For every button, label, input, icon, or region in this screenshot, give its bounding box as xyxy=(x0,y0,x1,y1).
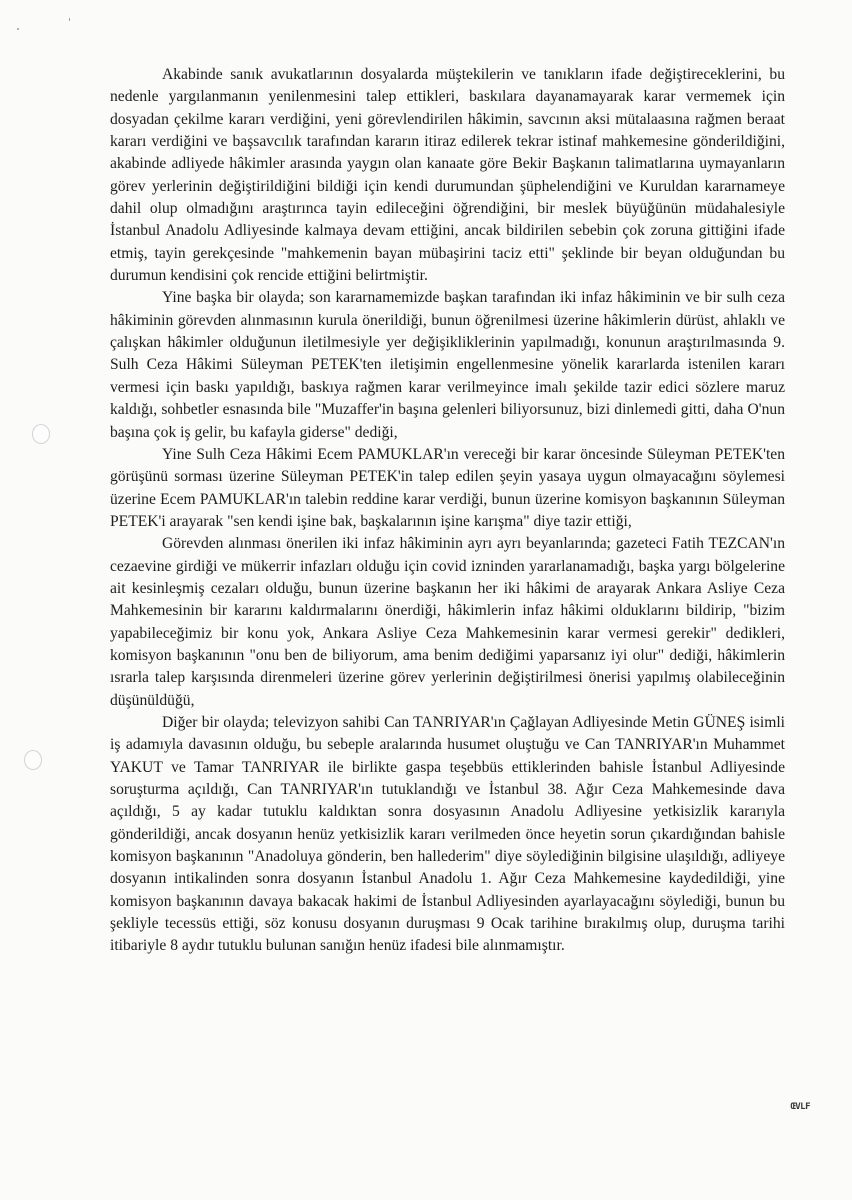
punch-hole xyxy=(24,750,42,770)
paragraph-1: Akabinde sanık avukatlarının dosyalarda müştekilerin ve tanıkların ifade değiştireceklerini, bu nedenle yargılanmanın yenilenmesini talep ettikleri, baskılara dayanamayarak karar vermemek için dosyadan çekilme kararı verdiğini, yeni görevlendirilen hâkimin, savcının aksi mütalaasına rağmen beraat kararı verdiğini ve başsavcılık tarafından kararın itiraz edilerek tekrar istinaf mahkemesine gönderildiğini, akabinde adliyede hâkimler arasında yaygın olan kanaate göre Bekir Başkanın talimatlarına uymayanların görev yerlerinin değiştirildiğini bildiği için kendi durumundan şüphelendiğini ve Kuruldan kararnameye dahil olup olmadığını araştırınca tayin edileceğini öğrendiğini, bir meslek büyüğünün müdahalesiyle İstanbul Anadolu Adliyesinde kalmaya devam ettiğini, ancak bildirilen sebebin çok zoruna gittiğini ifade etmiş, tayin gerekçesinde "mahkemenin bayan mübaşirini taciz etti" şeklinde bir beyan olduğundan bu durumun kendisini çok rencide ettiğini belirtmiştir. xyxy=(110,66,785,285)
paragraph-3: Yine Sulh Ceza Hâkimi Ecem PAMUKLAR'ın vereceği bir karar öncesinde Süleyman PETEK'ten görüşünü sorması üzerine Süleyman PETEK'in talep edilen şeyin yasaya uygun olmayacağını söylemesi üzerine Ecem PAMUKLAR'ın talebin reddine karar verdiği, bunun üzerine komisyon başkanının Süleyman PETEK'i arayarak "sen kendi işine bak, başkalarının işine karışma" diye tazir ettiği, xyxy=(110,445,785,530)
punch-hole xyxy=(32,424,50,444)
paragraph-5: Diğer bir olayda; televizyon sahibi Can TANRIYAR'ın Çağlayan Adliyesinde Metin GÜNEŞ isimli iş adamıyla davasının olduğu, bu sebeple aralarında husumet oluştuğu ve Can TANRIYAR'ın Muhammet YAKUT ve Tamar TANRIYAR ile birlikte gaspa teşebbüs ettiklerinden bahisle İstanbul Adliyesinde soruşturma açıldığı, Can TANRIYAR'ın tutuklandığı ve İstanbul 38. Ağır Ceza Mahkemesinde dava açıldığı, 5 ay kadar tutuklu kaldıktan sonra dosyasının Anadolu Adliyesine yetkisizlik kararıyla gönderildiği, ancak dosyanın henüz yetkisizlik kararı verilmeden önce heyetin sorun çıkardığından bahisle komisyon başkanının "Anadoluya gönderin, ben hallederim" diye söylediğinin bilgisine ulaşıldığı, adliyeye dosyanın intikalinden sonra dosyanın İstanbul Anadolu 1. Ağır Ceza Mahkemesine kaydedildiği, yine komisyon başkanının davaya bakacak hakimi de İstanbul Adliyesinden ayarlayacağını söylediği, bunun bu şekliyle tecessüs ettiği, söz konusu dosyanın duruşması 9 Ocak tarihine bırakılmış olup, duruşma tarihi itibariyle 8 aydır tutuklu bulunan sanığın henüz ifadesi bile alınmamıştır. xyxy=(110,713,785,955)
document-body xyxy=(110,64,785,958)
paragraph-4: Görevden alınması önerilen iki infaz hâkiminin ayrı ayrı beyanlarında; gazeteci Fatih TEZCAN'ın cezaevine girdiği ve mükerrir infazları olduğu için covid izninden yararlanamadığı, başka yargı bölgelerine ait kesinleşmiş cezaları olduğu, bunun üzerine başkanın her iki hâkimi de arayarak Ankara Asliye Ceza Mahkemesinin bir kararını kaldırmalarını önerdiği, hâkimlerin infaz hâkimi olduklarını bildirip, "bizim yapabileceğimiz bir konu yok, Ankara Asliye Ceza Mahkemesinin karar vermesi gerekir" dedikleri, komisyon başkanının "onu ben de biliyorum, ama benim dediğimi yaparsanız iyi olur" dediği, hâkimlerin ısrarla talep karşısında direnmeleri üzerine görev yerlerinin değiştirilmesi önerisi yapılmış olabileceğinin düşünüldüğü, xyxy=(110,535,785,709)
scan-speck xyxy=(69,18,70,21)
scan-speck xyxy=(17,28,19,30)
paragraph-2: Yine başka bir olayda; son kararnamemizde başkan tarafından iki infaz hâkiminin ve bir sulh ceza hâkiminin görevden alınmasının kurula önerildiği, bunun öğrenilmesi üzerine hâkimlerin dürüst, ahlaklı ve çalışkan hâkimler olduğunun iletilmesiyle yer değişikliklerinin yapılmadığı, konunun araştırılmasında 9. Sulh Ceza Hâkimi Süleyman PETEK'ten iletişimin engellenmesine yönelik kararlarda istenilen kararı vermesi için baskı yapıldığı, baskıya rağmen karar verilmeyince imalı şekilde tazir edici sözlere maruz kaldığı, sohbetler esnasında bile "Muzaffer'in başına gelenleri biliyorsunuz, bizi dinlemedi gitti, daha O'nun başına çok iş gelir, bu kafayla giderse" dediği, xyxy=(110,289,785,441)
footer-mark: ŒVLF xyxy=(790,1102,810,1112)
